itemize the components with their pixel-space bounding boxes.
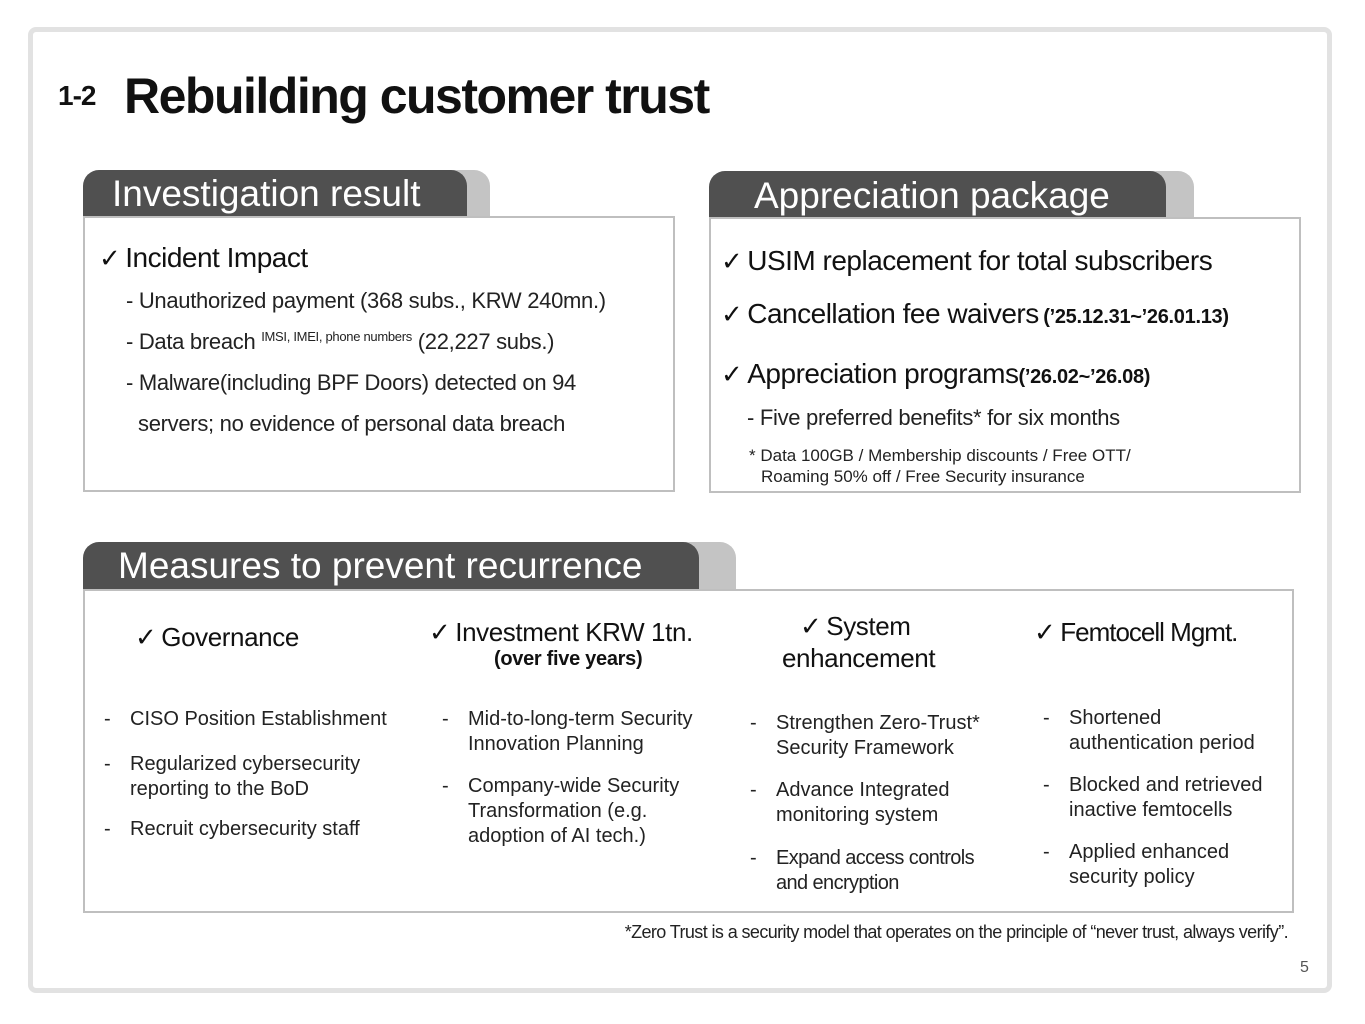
dash-marker: - (750, 847, 757, 869)
appreciation-programs-item (721, 358, 1150, 390)
check-icon: ✓ (99, 243, 121, 273)
system-item (750, 778, 990, 828)
preferred-benefits-item: - Five preferred benefits* for six months (747, 405, 1120, 430)
cancellation-fee-period: (’25.12.31~’26.01.13) (1043, 306, 1229, 328)
governance-heading (135, 622, 299, 653)
femtocell-item-text: Blocked and retrieved inactive femtocells (1069, 774, 1263, 821)
governance-item-text: Recruit cybersecurity staff (130, 818, 360, 840)
governance-item (104, 752, 404, 802)
governance-item-text: CISO Position Establishment (130, 708, 387, 730)
dash-marker: - (104, 818, 111, 840)
femtocell-item (1043, 840, 1268, 890)
dash-marker: - (1043, 841, 1050, 863)
dash-marker: - (442, 708, 449, 730)
investment-item-text: Mid-to-long-term Security Innovation Planning (468, 708, 693, 755)
femtocell-heading (1034, 617, 1237, 648)
investment-subheading: (over five years) (494, 648, 643, 670)
malware-item-line1: - Malware(including BPF Doors) detected on 94 (126, 370, 576, 395)
incident-impact-label: Incident Impact (125, 242, 308, 273)
investment-item (442, 707, 742, 757)
page-number: 5 (1300, 959, 1309, 976)
unauthorized-payment-item: - Unauthorized payment (368 subs., KRW 240mn.) (126, 288, 606, 313)
system-item (750, 711, 1035, 761)
governance-item-text: Regularized cybersecurity reporting to the BoD (130, 753, 361, 800)
cancellation-fee-label: Cancellation fee waivers (747, 298, 1039, 329)
dash-marker: - (104, 753, 111, 775)
malware-item-line2: servers; no evidence of personal data breach (138, 411, 566, 436)
check-icon: ✓ (721, 246, 743, 276)
usim-replacement-item (721, 245, 1212, 277)
investigation-tab: Investigation result (83, 170, 467, 217)
system-item (750, 846, 1010, 896)
femtocell-item (1043, 706, 1288, 756)
dash-marker: - (442, 775, 449, 797)
system-label-line1: System (826, 611, 911, 641)
system-item-text: Expand access controls and encryption (776, 847, 975, 894)
governance-item (104, 707, 424, 732)
data-breach-label: - Data breach (126, 329, 256, 354)
check-icon: ✓ (1034, 617, 1056, 647)
investment-item (442, 774, 727, 849)
appreciation-tab: Appreciation package (709, 171, 1166, 218)
investment-label: Investment KRW 1tn. (455, 617, 693, 647)
appreciation-programs-period: (’26.02~’26.08) (1018, 366, 1151, 388)
system-heading (800, 611, 911, 642)
measures-tab: Measures to prevent recurrence (83, 542, 699, 590)
appreciation-programs-label: Appreciation programs (747, 358, 1019, 389)
dash-marker: - (104, 708, 111, 730)
check-icon: ✓ (721, 359, 743, 389)
check-icon: ✓ (429, 617, 451, 647)
femtocell-label: Femtocell Mgmt. (1060, 617, 1238, 647)
femtocell-item-text: Applied enhanced security policy (1069, 841, 1230, 888)
benefits-note-line2: Roaming 50% off / Free Security insurance (761, 467, 1085, 486)
dash-marker: - (1043, 707, 1050, 729)
data-breach-item (126, 329, 554, 355)
cancellation-fee-item (721, 298, 1229, 330)
dash-marker: - (750, 712, 757, 734)
femtocell-item-text: Shortened authentication period (1069, 707, 1255, 754)
check-icon: ✓ (135, 622, 157, 652)
data-breach-count: (22,227 subs.) (417, 329, 555, 354)
dash-marker: - (750, 779, 757, 801)
system-item-text: Advance Integrated monitoring system (776, 779, 950, 826)
page-title: Rebuilding customer trust (124, 68, 709, 124)
femtocell-item (1043, 773, 1288, 823)
investment-item-text: Company-wide Security Transformation (e.g. adoption of AI tech.) (468, 775, 680, 847)
dash-marker: - (1043, 774, 1050, 796)
investment-heading (429, 617, 693, 648)
section-number: 1-2 (58, 80, 96, 111)
data-breach-superscript: IMSI, IMEI, phone numbers (261, 329, 412, 344)
system-label-line2: enhancement (782, 643, 936, 673)
governance-item (104, 817, 424, 842)
benefits-note-line1: * Data 100GB / Membership discounts / Free OTT/ (749, 446, 1131, 465)
check-icon: ✓ (721, 299, 743, 329)
incident-impact-heading (99, 242, 308, 274)
governance-label: Governance (161, 622, 299, 652)
zero-trust-footnote: *Zero Trust is a security model that operates on the principle of “never trust, always verify”. (624, 922, 1288, 942)
usim-replacement-label: USIM replacement for total subscribers (747, 245, 1213, 276)
system-item-text: Strengthen Zero-Trust* Security Framework (776, 712, 980, 759)
check-icon: ✓ (800, 611, 822, 641)
